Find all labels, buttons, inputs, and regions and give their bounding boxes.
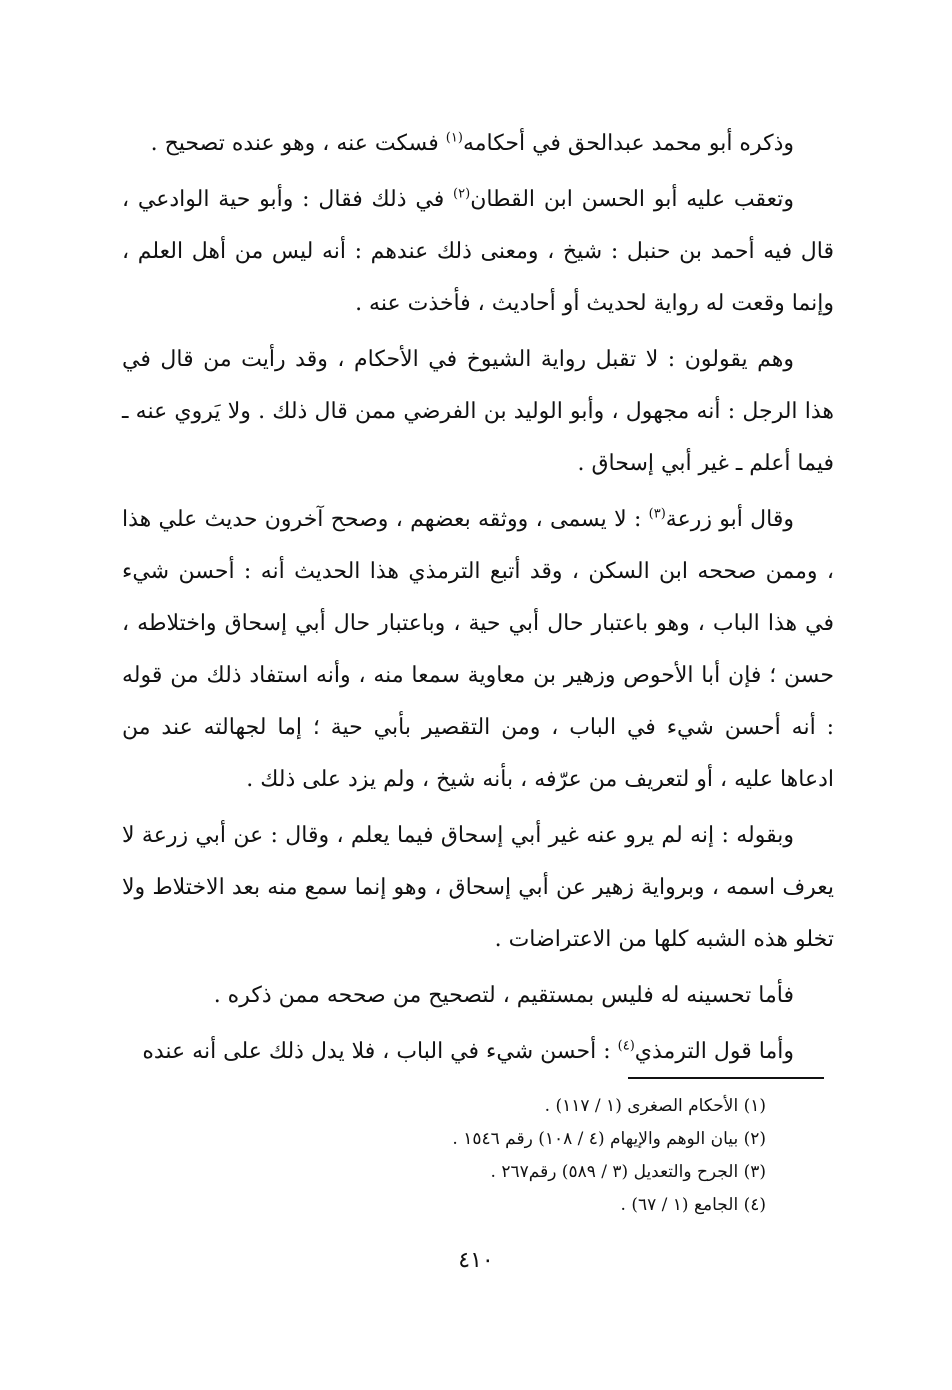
paragraph-4: وقال أبو زرعة$^{(٣)}$ : لا يسمى ، ووثقه بعضهم ، وصحح آخرون حديث علي هذا ، وممن صححه ابن السكن ، وقد أتبع الترمذي هذا الحديث أنه : أحسن شيء في هذا الباب ، وهو باعتبار حال أبي حية ، وباعتبار حال أبي إسحاق واختلاطه ، حسن ؛ فإن أبا الأحوص وزهير بن معاوية سمعا منه ، وأنه استفاد ذلك من قوله : أنه أحسن شيء في الباب ، ومن التقصير بأبي حية ؛ إما لجهالته عند من ادعاها عليه ، أو لتعريف من عرّفه ، بأنه شيخ ، ولم يزد على ذلك . [122,506,834,792]
footnote-1: (١) الأحكام الصغرى (١ / ١١٧) . [544,1096,766,1116]
footnote-2: (٢) بيان الوهم والإيهام (٤ / ١٠٨) رقم ١٥٤٦ . [452,1129,766,1149]
footnotes [206,1090,766,1222]
page-number: ٤١٠ [458,1248,494,1273]
footnote-ref-3[interactable]: (٣) [648,506,666,522]
footnote-4: (٤) الجامع (١ / ٦٧) . [620,1195,766,1215]
footnote-ref-1[interactable]: (١) [445,130,463,146]
footnote-ref-4[interactable]: (٤) [617,1038,635,1054]
footnote-separator [628,1077,824,1079]
body-text [122,118,834,1082]
footnote-ref-2[interactable]: (٢) [453,186,471,202]
paragraph-3: وهم يقولون : لا تقبل رواية الشيوخ في الأحكام ، وقد رأيت من قال في هذا الرجل : أنه مجهول ، وأبو الوليد بن الفرضي ممن قال ذلك . ولا يَروي عنه ـ فيما أعلم ـ غير أبي إسحاق . [122,347,834,476]
footnote-3: (٣) الجرح والتعديل (٣ / ٥٨٩) رقم٢٦٧ . [490,1162,766,1182]
paragraph-2: وتعقب عليه أبو الحسن ابن القطان$^{(٢)}$ في ذلك فقال : وأبو حية الوادعي ، قال فيه أحمد بن حنبل : شيخ ، ومعنى ذلك عندهم : أنه ليس من أهل العلم ، وإنما وقعت له رواية لحديث أو أحاديث ، فأخذت عنه . [122,186,834,316]
paragraph-7: وأما قول الترمذي$^{(٤)}$ : أحسن شيء في الباب ، فلا يدل ذلك على أنه عنده [142,1038,794,1064]
paragraph-6: فأما تحسينه له فليس بمستقيم ، لتصحيح من صححه ممن ذكره . [213,983,794,1008]
paragraph-1: وذكره أبو محمد عبدالحق في أحكامه$^{(١)}$ فسكت عنه ، وهو عنده تصحيح . [150,130,794,156]
paragraph-5: وبقوله : إنه لم يرو عنه غير أبي إسحاق فيما يعلم ، وقال : عن أبي زرعة لا يعرف اسمه ، وبرواية زهير عن أبي إسحاق ، وهو إنما سمع منه بعد الاختلاط ولا تخلو هذه الشبه كلها من الاعتراضات . [122,823,834,952]
